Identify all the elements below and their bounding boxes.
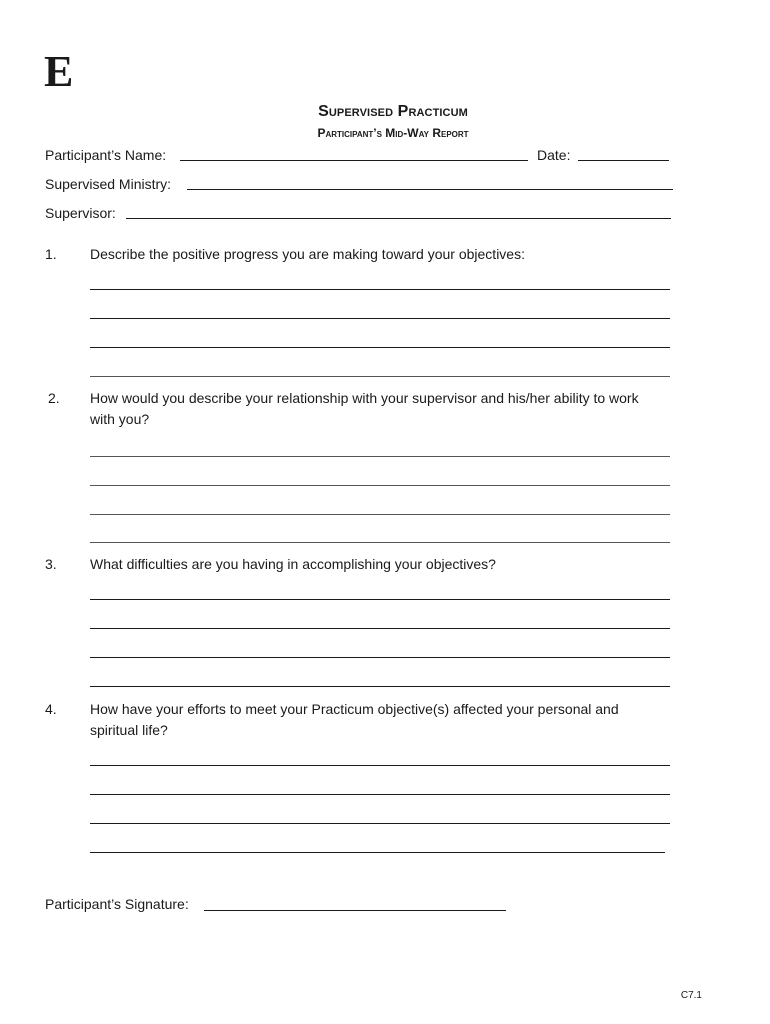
answer-2-line[interactable] [90,514,670,515]
date-field[interactable] [578,160,669,161]
answer-1-line[interactable] [90,347,670,348]
supervised-ministry-label: Supervised Ministry: [45,176,172,192]
answer-4-line[interactable] [90,765,670,766]
answer-4-line[interactable] [90,823,670,824]
question-2-number: 2. [48,390,60,406]
appendix-letter: E [44,47,74,96]
supervisor-field[interactable] [126,218,671,219]
question-1-number: 1. [45,246,57,262]
participant-name-field[interactable] [180,160,528,161]
answer-4-line[interactable] [90,852,665,853]
question-1-text: Describe the positive progress you are making toward your objectives: [90,246,525,262]
answer-2-line[interactable] [90,485,670,486]
document-subtitle: Participant’s Mid-Way Report [317,126,469,140]
signature-label: Participant’s Signature: [45,896,189,912]
answer-3-line[interactable] [90,686,670,687]
answer-4-line[interactable] [90,794,670,795]
question-3-number: 3. [45,556,57,572]
supervisor-label: Supervisor: [45,205,116,221]
answer-2-line[interactable] [90,542,670,543]
supervised-ministry-field[interactable] [187,189,673,190]
signature-field[interactable] [204,910,506,911]
answer-1-line[interactable] [90,289,670,290]
date-label: Date: [537,147,571,163]
question-4-text: How have your efforts to meet your Practicum objective(s) affected your personal and spiritual life? [90,701,619,738]
question-2-text: How would you describe your relationship with your supervisor and his/her ability to work with you? [90,390,639,427]
answer-3-line[interactable] [90,599,670,600]
question-4-number: 4. [45,701,57,717]
question-3-text: What difficulties are you having in accomplishing your objectives? [90,556,496,572]
answer-2-line[interactable] [90,456,670,457]
answer-3-line[interactable] [90,628,670,629]
page-code: C7.1 [680,990,702,1001]
answer-3-line[interactable] [90,657,670,658]
answer-1-line[interactable] [90,376,670,377]
participant-name-label: Participant’s Name: [45,147,167,163]
document-title: Supervised Practicum [318,103,468,120]
answer-1-line[interactable] [90,318,670,319]
